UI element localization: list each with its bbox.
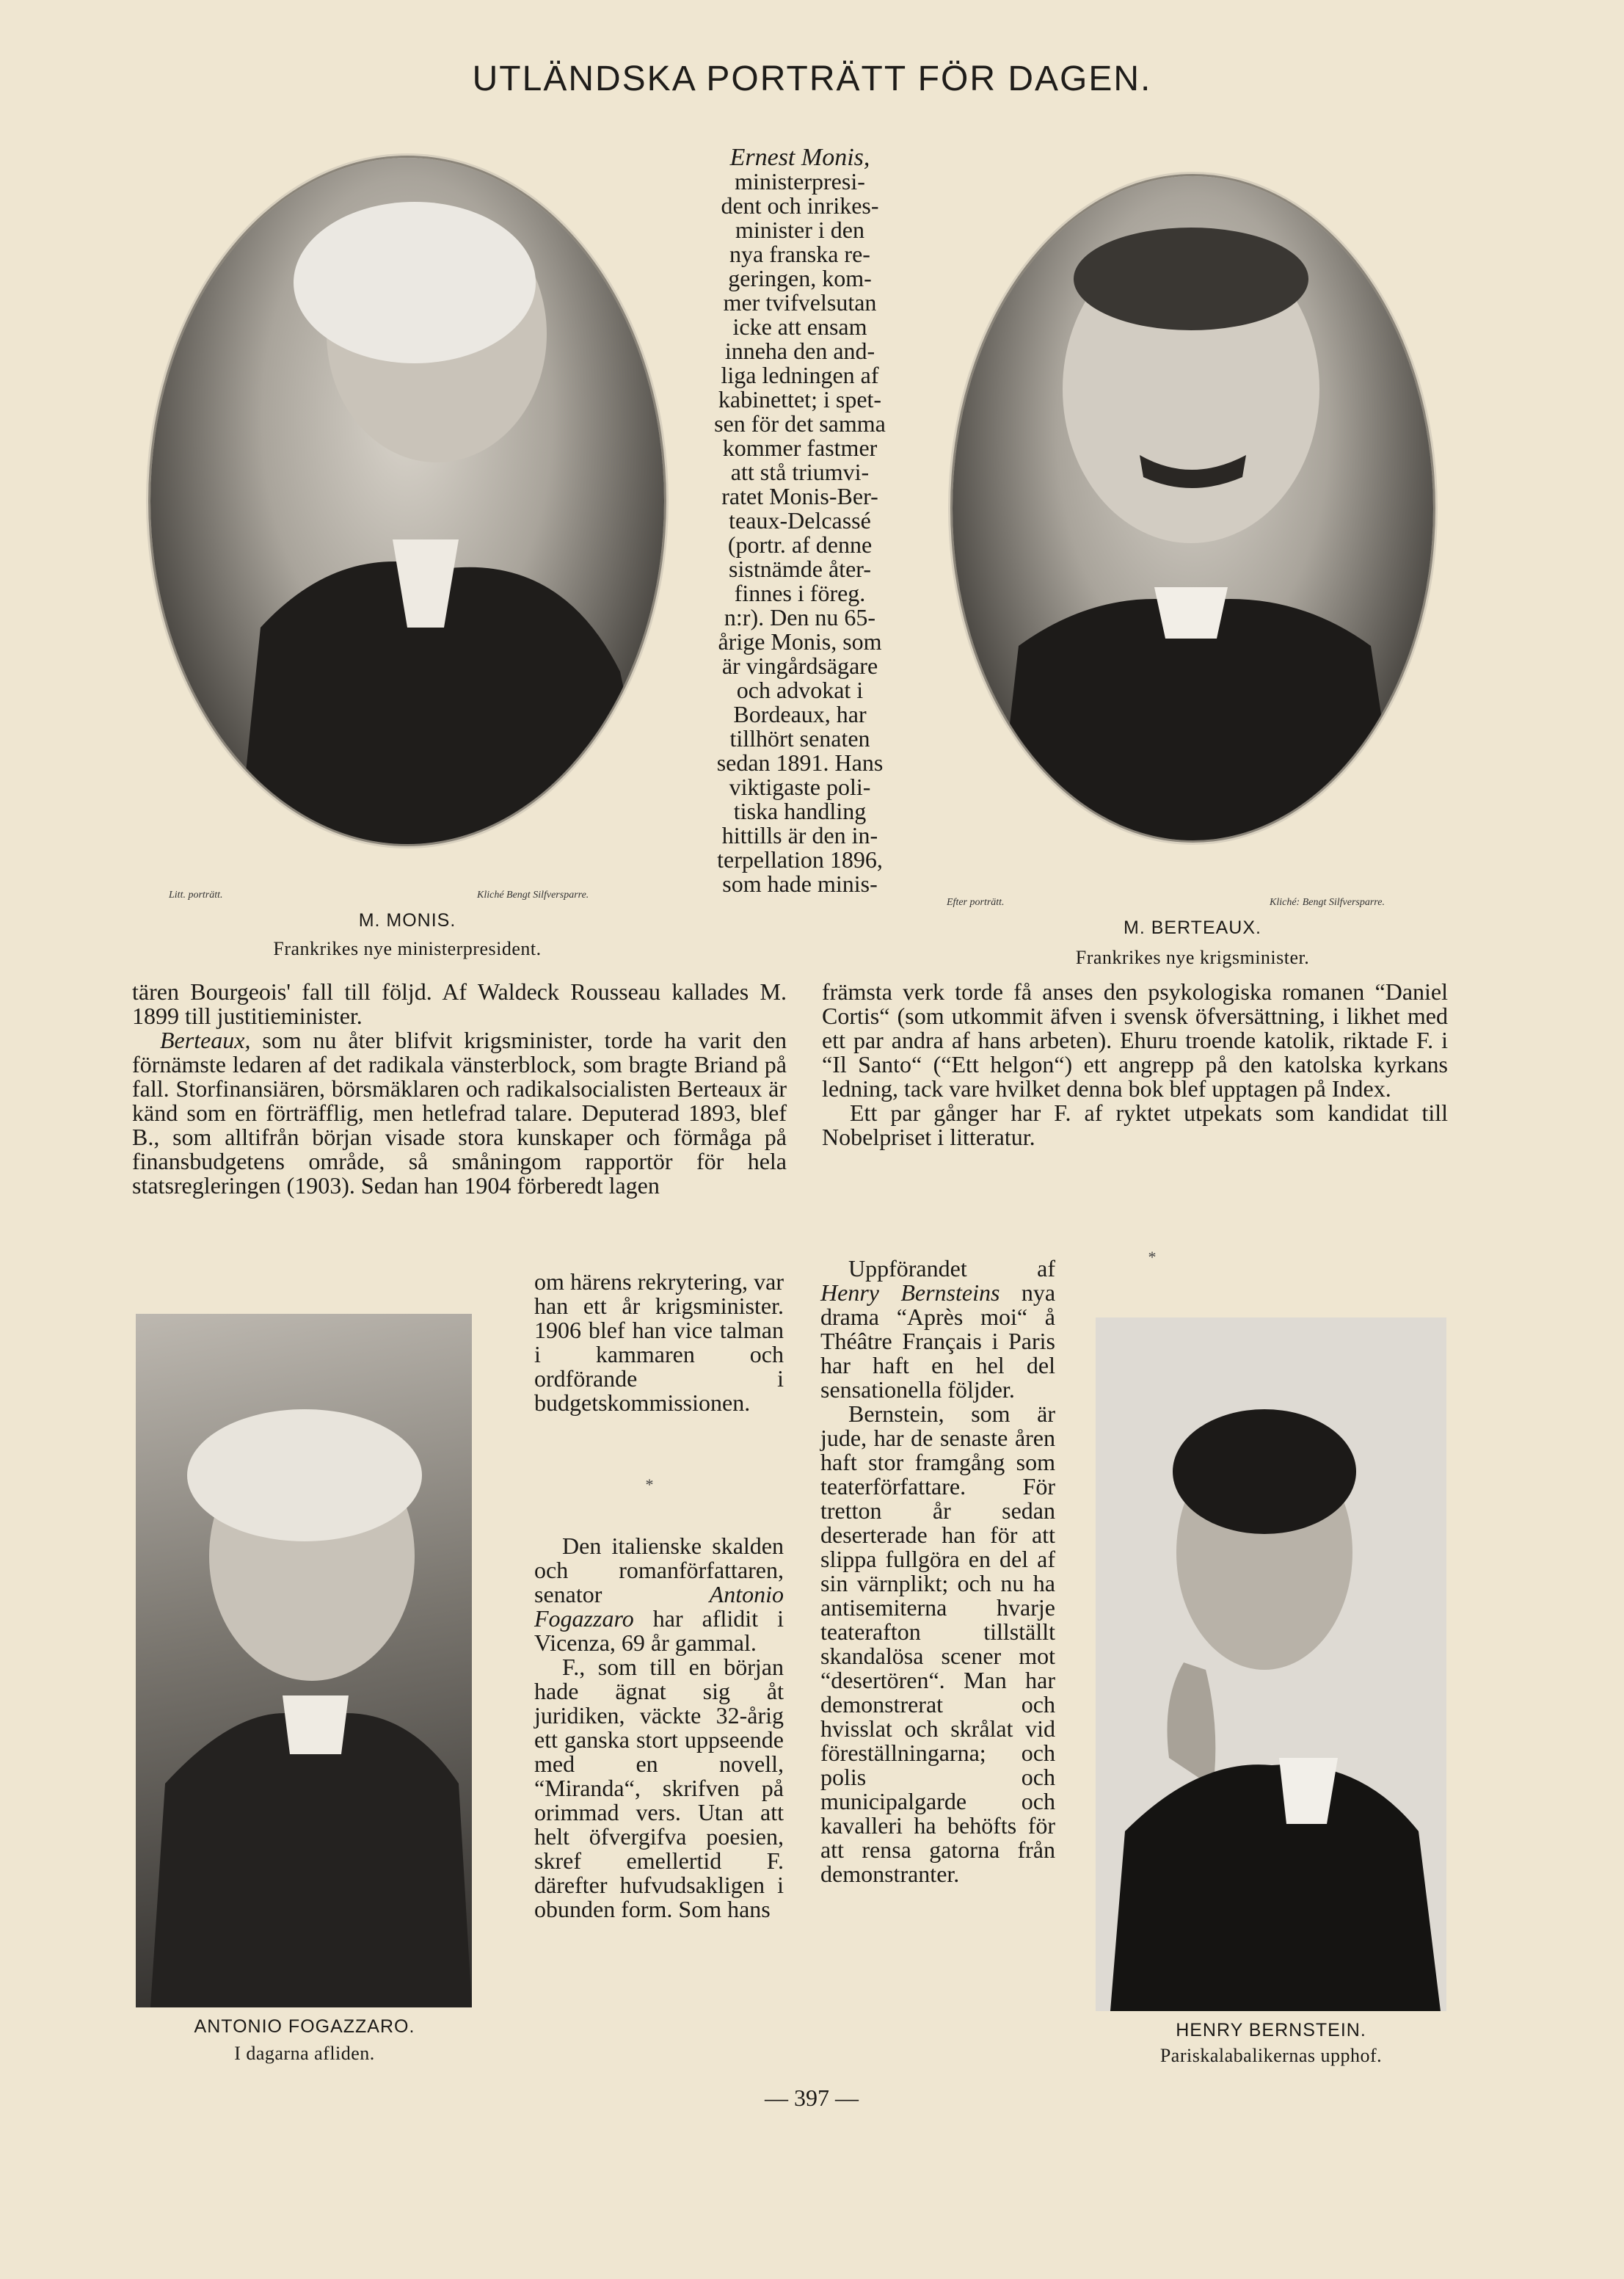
monis-article-line: tillhört senaten	[729, 725, 870, 752]
berteaux-credit-right: Kliché: Bengt Silfversparre.	[1270, 897, 1385, 908]
fogazzaro-figure	[136, 1314, 472, 2007]
monis-article-line: nya franska re-	[729, 241, 870, 267]
bernstein-portrait	[1096, 1317, 1446, 2011]
berteaux-portrait	[953, 176, 1433, 840]
fogazzaro-para-1	[534, 1534, 784, 1655]
monis-article-line: liga ledningen af	[721, 362, 879, 388]
monis-article-line: Bordeaux, har	[733, 701, 867, 727]
monis-article-line: tiska handling	[733, 798, 867, 824]
monis-article-line: kabinettet; i spet-	[718, 386, 882, 412]
bernstein-caption-subtitle: Pariskalabalikernas upphof.	[1159, 2045, 1383, 2066]
monis-article-line: terpellation 1896,	[717, 846, 883, 873]
monis-article-line: geringen, kom-	[728, 265, 872, 291]
page-title: UTLÄNDSKA PORTRÄTT FÖR DAGEN.	[472, 59, 1152, 98]
berteaux-figure	[953, 176, 1433, 840]
separator-asterisk-right: *	[1148, 1248, 1157, 1266]
monis-article-line: att stå triumvi-	[730, 459, 870, 485]
fogazzaro-portrait	[136, 1314, 472, 2007]
monis-portrait	[150, 158, 664, 844]
right-article-para-1: främsta verk torde få anses den psykologiska romanen “Daniel Cortis“ (som utkommit äfven i svensk öfversättning, i likhet med ett par andra af hans arbeten). Ehuru troende katolik, riktade F. i “Il Santo“ (“Ett helgon“) ett angrepp på den katolska kyrkans ledning, tack vare hvilket denna bok blef upptagen på Index.	[822, 978, 1448, 1102]
left-article-para-2-body: som nu åter blifvit krigsminister, torde ha varit den förnämste ledaren af det radikala vänsterblock, som bragte Briand på fall. Storfinansiären, börsmäklaren och radikalsocialisten Berteaux är känd som en förträfflig, men hetlefrad talare. Deputerad 1893, blef B., som alltifrån början visade stora kunskaper och förmåga på finansbudgetens område, så småningom rapportör för hela statsregleringen (1903). Sedan han 1904 förberedt lagen	[132, 1027, 787, 1199]
monis-article-line: sistnämde åter-	[729, 556, 871, 582]
monis-article-line: n:r). Den nu 65-	[724, 604, 876, 630]
monis-article-lines	[690, 145, 910, 896]
left-article-upper	[132, 980, 787, 1198]
monis-article-line: finnes i föreg.	[734, 580, 866, 606]
fogazzaro-caption-name: ANTONIO FOGAZZARO.	[194, 2016, 415, 2037]
monis-credit-left: Litt. porträtt.	[169, 890, 223, 901]
right-article-para-2: Ett par gånger har F. af ryktet utpekats som kandidat till Nobelpriset i litteratur.	[822, 1099, 1448, 1150]
bernstein-para-1	[820, 1257, 1055, 1402]
fogazzaro-para-1-lead: Den italienske skalden och romanförfattaren, senator	[534, 1533, 784, 1607]
separator-asterisk-left: *	[645, 1475, 654, 1494]
monis-article-line: ratet Monis-Ber-	[721, 483, 878, 509]
monis-article-line: minister i den	[735, 217, 864, 243]
fogazzaro-para-2: F., som till en början hade ägnat sig åt juridiken, väckte 32-årig ett ganska stort uppseende med en novell, “Miranda“, skrifven på orimmad vers. Utan att helt öfvergifva poesien, skref emellertid F. därefter hufvudsakligen i obunden form. Som hans	[534, 1654, 784, 1922]
bernstein-para-1-lead: Uppförandet af	[848, 1255, 1055, 1282]
bernstein-para-1-end: nya drama “Après moi“ å Théâtre Français i Paris har haft en hel del sensationella följder.	[820, 1279, 1056, 1403]
monis-article-line: mer tvifvelsutan	[723, 289, 877, 316]
monis-article-line: icke att ensam	[732, 313, 867, 340]
left-article-para-3: om härens rekrytering, var han ett år krigsminister. 1906 blef han vice talman i kammaren och ordförande i budgetskommissionen.	[534, 1268, 784, 1416]
left-article-para-1: tären Bourgeois' fall till följd. Af Waldeck Rousseau kallades M. 1899 till justitieminister.	[132, 978, 787, 1029]
left-article-continuation	[534, 1270, 784, 1415]
berteaux-lead: Berteaux,	[160, 1027, 251, 1053]
monis-article-line: hittills är den in-	[721, 822, 878, 848]
monis-article-line: årige Monis, som	[718, 628, 882, 655]
monis-article-line: viktigaste poli-	[729, 774, 871, 800]
left-article-para-2	[132, 1028, 787, 1198]
monis-article-line: dent och inrikes-	[721, 192, 879, 219]
page-number: — 397 —	[765, 2084, 859, 2111]
monis-article-line: kommer fastmer	[722, 435, 878, 461]
monis-article-line: sen för det samma	[714, 410, 886, 437]
monis-credit-right: Kliché Bengt Silfversparre.	[477, 890, 589, 901]
monis-caption-subtitle: Frankrikes nye ministerpresident.	[273, 938, 542, 959]
berteaux-credit-left: Efter porträtt.	[947, 897, 1005, 908]
bernstein-caption-name: HENRY BERNSTEIN.	[1176, 2020, 1366, 2040]
right-article-upper	[822, 980, 1448, 1149]
monis-article-line: sedan 1891. Hans	[716, 749, 884, 776]
monis-article-line: och advokat i	[736, 677, 864, 703]
fogazzaro-article	[534, 1534, 784, 1922]
monis-article-line: ministerpresi-	[735, 168, 865, 195]
monis-article-line: teaux-Delcassé	[729, 507, 871, 534]
monis-article-line: är vingårdsägare	[721, 653, 878, 679]
monis-caption-name: M. MONIS.	[358, 910, 456, 931]
fogazzaro-name-em: Antonio Fogazzaro	[534, 1581, 784, 1632]
bernstein-article	[820, 1257, 1055, 1886]
monis-article-line: (portr. af denne	[727, 531, 873, 558]
berteaux-caption-name: M. BERTEAUX.	[1124, 917, 1261, 938]
berteaux-caption-subtitle: Frankrikes nye krigsminister.	[1075, 947, 1310, 968]
monis-article-line: som hade minis-	[722, 870, 878, 897]
monis-article-lead: Ernest Monis,	[729, 144, 870, 171]
bernstein-para-2: Bernstein, som är jude, har de senaste åren haft stor framgång som teaterförfattare. För tretton år sedan deserterade han för att slippa fullgöra en del af sin värnplikt; och nu ha antisemiterna hvarje teaterafton tillställt skandalösa scener mot “desertören“. Man har demonstrerat och hvisslat och skrålat vid föreställningarna; och polis och municipalgarde och kavalleri ha behöfts för att rensa gatorna från demonstranter.	[820, 1400, 1055, 1887]
bernstein-figure	[1096, 1317, 1446, 2011]
monis-figure	[150, 158, 664, 844]
fogazzaro-caption-subtitle: I dagarna afliden.	[234, 2043, 375, 2064]
fogazzaro-para-1-end: har aflidit i Vicenza, 69 år gammal.	[534, 1605, 784, 1656]
monis-article-column	[690, 145, 910, 896]
monis-article-line: inneha den and-	[724, 338, 875, 364]
bernstein-name-em: Henry Bernsteins	[820, 1279, 1000, 1306]
